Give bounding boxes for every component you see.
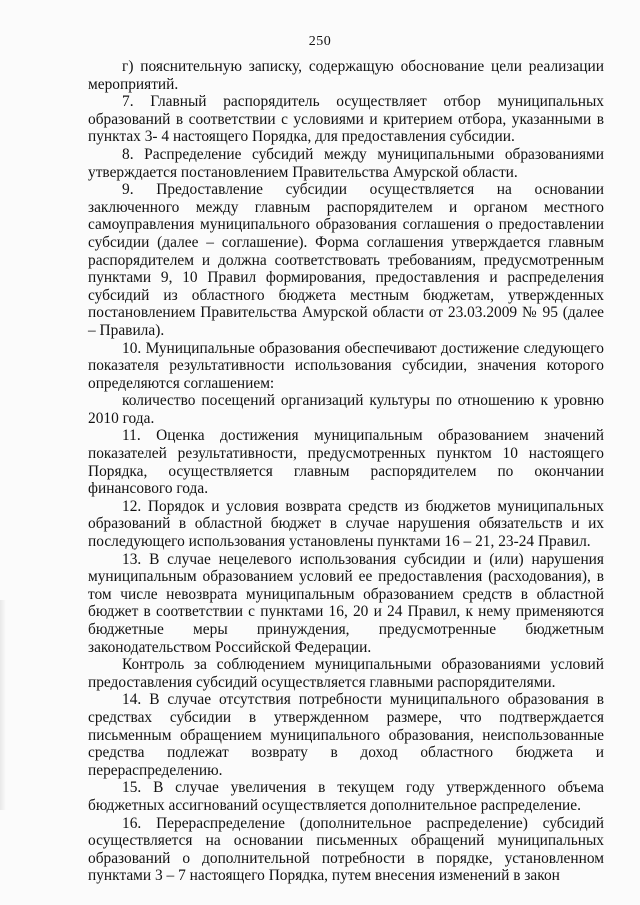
paragraph-control: Контроль за соблюдением муниципальными образованиями условий предоставления субсидий осуществляется главными распорядителями. (88, 656, 604, 691)
scan-edge-shadow (0, 600, 6, 810)
paragraph-13: 13. В случае нецелевого использования субсидии и (или) нарушения муниципальным образованием условий ее предоставления (расходования), в том числе невозврата муниципальным образованием средств в областной бюджет в соответствии с пунктами 16, 20 и 24 Правил, к нему применяются бюджетные меры принуждения, предусмотренные бюджетным законодательством Российской Федерации. (88, 550, 604, 656)
paragraph-10: 10. Муниципальные образования обеспечивают достижение следующего показателя результативности использования субсидии, значения которого определяются соглашением: (88, 339, 604, 392)
page-number: 250 (308, 34, 332, 49)
paragraph-explanatory-note: г) пояснительную записку, содержащую обоснование цели реализации мероприятий. (88, 58, 604, 93)
paragraph-7: 7. Главный распорядитель осуществляет отбор муниципальных образований в соответствии с условиями и критерием отбора, указанными в пунктах 3- 4 настоящего Порядка, для предоставления субсидии. (88, 93, 604, 146)
paragraph-15: 15. В случае увеличения в текущем году утвержденного объема бюджетных ассигнований осуществляется дополнительное распределение. (88, 779, 604, 814)
paragraph-11: 11. Оценка достижения муниципальным образованием значений показателей результативности, предусмотренных пунктом 10 настоящего Порядка, осуществляется главным распорядителем по окончании финансового года. (88, 427, 604, 498)
paragraph-9: 9. Предоставление субсидии осуществляется на основании заключенного между главным распорядителем и органом местного самоуправления муниципального образования соглашения о предоставлении субсидии (далее – соглашение). Форма соглашения утверждается главным распорядителем и должна соответствовать требованиям, предусмотренным пунктами 9, 10 Правил формирования, предоставления и распределения субсидий из областного бюджета местным бюджетам, утвержденных постановлением Правительства Амурской области от 23.03.2009 № 95 (далее – Правила). (88, 181, 604, 339)
paragraph-14: 14. В случае отсутствия потребности муниципального образования в средствах субсидии в утвержденном размере, что подтверждается письменным обращением муниципального образования, неиспользованные средства подлежат возврату в доход областного бюджета и перераспределению. (88, 691, 604, 779)
paragraph-indicator: количество посещений организаций культуры по отношению к уровню 2010 года. (88, 392, 604, 427)
body-text (88, 58, 604, 885)
paragraph-12: 12. Порядок и условия возврата средств из бюджетов муниципальных образований в областной бюджет в случае нарушения обязательств и их последующего использования установлены пунктами 16 – 21, 23-24 Правил. (88, 497, 604, 551)
paragraph-16: 16. Перераспределение (дополнительное распределение) субсидий осуществляется на основании письменных обращений муниципальных образований о дополнительной потребности в порядке, установленном пунктами 3 – 7 настоящего Порядка, путем внесения изменений в закон (88, 814, 604, 885)
paragraph-8: 8. Распределение субсидий между муниципальными образованиями утверждается постановлением Правительства Амурской области. (88, 145, 604, 181)
